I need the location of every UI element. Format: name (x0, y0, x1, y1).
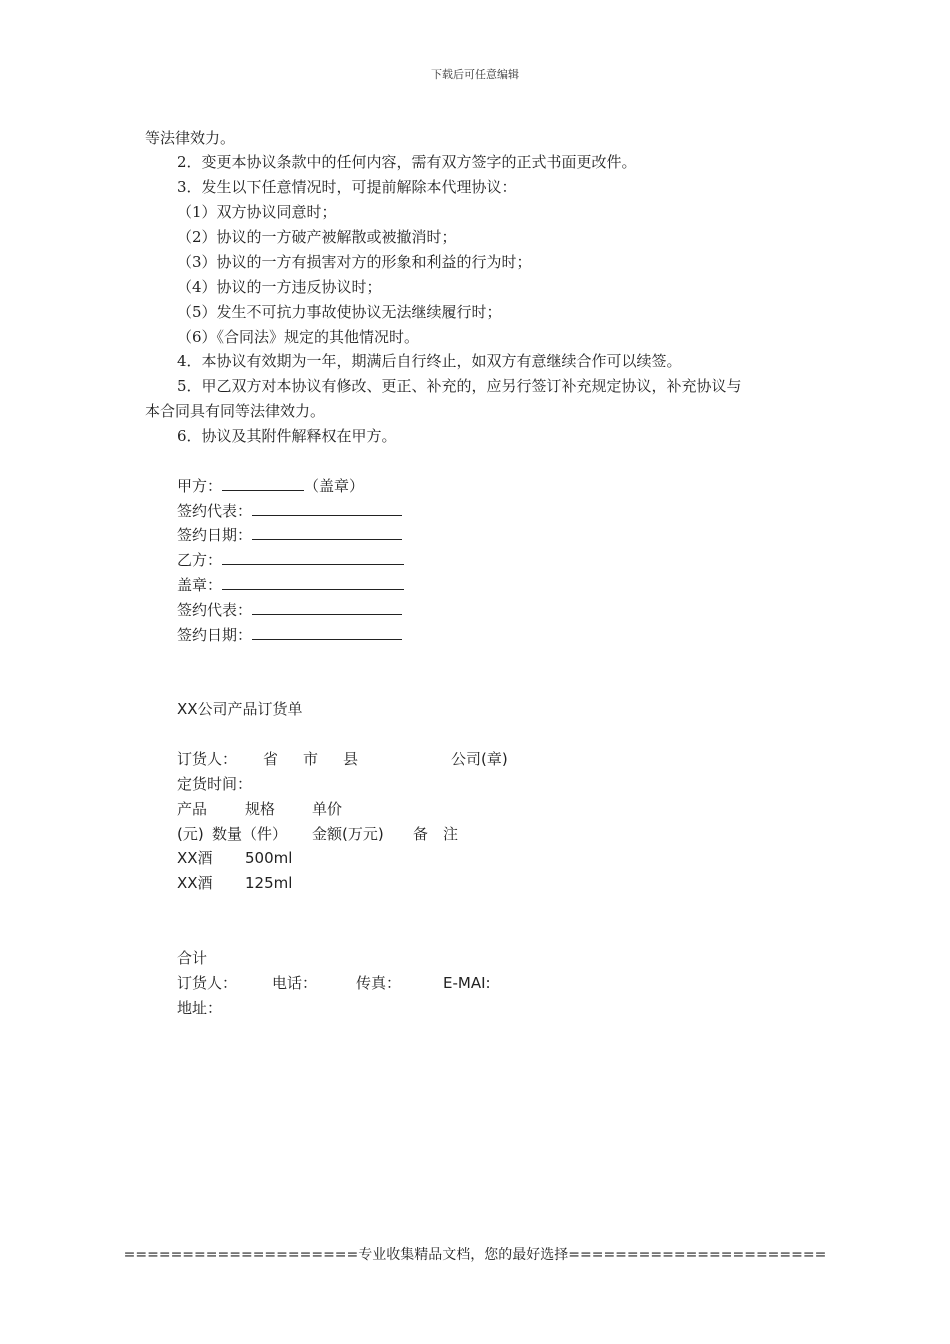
rep-2-blank (252, 600, 402, 615)
row-1-spec: 500ml (245, 849, 293, 867)
party-b-label: 乙方： (177, 551, 223, 569)
clause-3-item-3: （3）协议的一方有损害对方的形象和利益的行为时； (177, 253, 532, 271)
clause-3-item-1: （1）双方协议同意时； (177, 203, 337, 221)
clause-4: 4．本协议有效期为一年，期满后自行终止，如双方有意继续合作可以续签。 (177, 352, 682, 370)
seal-label: 盖章： (177, 576, 223, 594)
date-2-blank (252, 625, 402, 640)
party-a-line (177, 476, 364, 496)
col-price: 单价 (312, 800, 343, 818)
total-label: 合计 (177, 949, 208, 967)
date-1-line (177, 525, 402, 545)
rep-2-line (177, 600, 402, 620)
date-2-line (177, 625, 402, 645)
party-b-blank (222, 550, 404, 565)
row-2-product: XX酒 (177, 874, 213, 892)
orderer-label: 订货人： (177, 750, 238, 768)
date-1-blank (252, 525, 402, 540)
city-label: 市 (303, 750, 319, 768)
rep-1-label: 签约代表： (177, 502, 253, 520)
rep-2-label: 签约代表： (177, 601, 253, 619)
party-b-line (177, 550, 404, 570)
contact-person-label: 订货人： (177, 974, 238, 992)
clause-3-item-5: （5）发生不可抗力事故使协议无法继续履行时； (177, 303, 502, 321)
clause-3-item-4: （4）协议的一方违反协议时； (177, 278, 382, 296)
county-label: 县 (343, 750, 359, 768)
phone-label: 电话： (272, 974, 318, 992)
page-footer: ====================专业收集精品文档，您的最好选择====================== (123, 1247, 827, 1263)
col-amount: 金额(万元) (312, 825, 384, 843)
seal-line (177, 575, 404, 595)
date-1-label: 签约日期： (177, 526, 253, 544)
date-2-label: 签约日期： (177, 626, 253, 644)
row-1-product: XX酒 (177, 849, 213, 867)
clause-5-continuation: 本合同具有同等法律效力。 (145, 402, 326, 420)
order-time-label: 定货时间： (177, 775, 253, 793)
fax-label: 传真： (356, 974, 402, 992)
clause-5: 5．甲乙双方对本协议有修改、更正、补充的，应另行签订补充规定协议，补充协议与 (177, 377, 742, 395)
col-yuan: (元) (177, 825, 204, 843)
rep-1-line (177, 501, 402, 521)
row-2-spec: 125ml (245, 874, 293, 892)
clause-3-item-2: （2）协议的一方破产被解散或被撤消时； (177, 228, 457, 246)
clause-3: 3．发生以下任意情况时，可提前解除本代理协议： (177, 178, 517, 196)
email-label: E-MAI: (443, 974, 491, 992)
clause-2: 2．变更本协议条款中的任何内容，需有双方签字的正式书面更改件。 (177, 153, 637, 171)
party-a-label: 甲方： (177, 477, 223, 495)
seal-blank (222, 575, 404, 590)
clause-6: 6．协议及其附件解释权在甲方。 (177, 427, 397, 445)
clause-continuation: 等法律效力。 (145, 129, 236, 147)
col-product: 产品 (177, 800, 208, 818)
clause-3-item-6: （6）《合同法》规定的其他情况时。 (177, 328, 420, 346)
party-a-blank (222, 476, 304, 491)
col-qty: 数量（件） (212, 825, 288, 843)
order-title: XX公司产品订货单 (177, 700, 303, 718)
rep-1-blank (252, 501, 402, 516)
seal-note: （盖章） (304, 477, 365, 495)
col-note: 备 注 (413, 825, 459, 843)
company-seal-label: 公司(章) (451, 750, 508, 768)
col-spec: 规格 (245, 800, 276, 818)
province-label: 省 (263, 750, 279, 768)
address-label: 地址： (177, 999, 223, 1017)
page-header: 下载后可任意编辑 (431, 68, 519, 81)
